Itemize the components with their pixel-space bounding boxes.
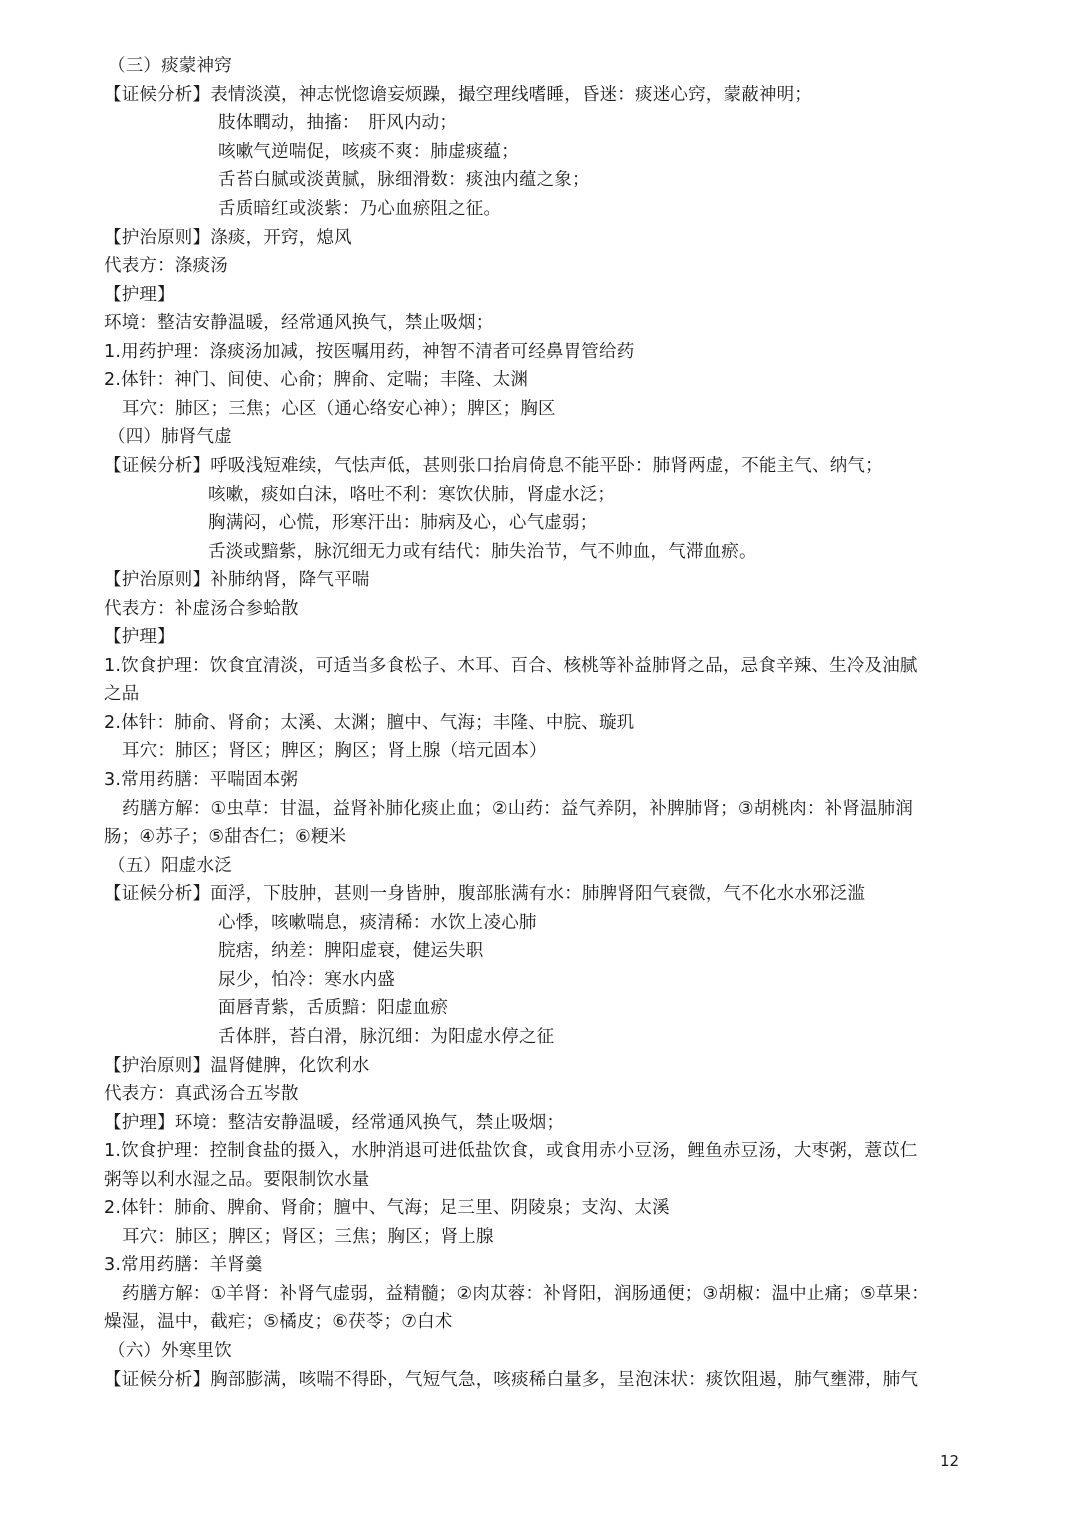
text-line: 3.常用药膳：羊肾羹 (104, 1255, 263, 1275)
text-line: 药膳方解：①虫草：甘温，益肾补肺化痰止血；②山药：益气养阴，补脾肺肾；③胡桃肉：补肾温肺润 (122, 799, 914, 819)
text-line: 环境：整洁安静温暖，经常通风换气，禁止吸烟； (104, 313, 494, 333)
text-line: 【证候分析】面浮，下肢肿，甚则一身皆肿，腹部胀满有水：肺脾肾阳气衰微，气不化水水邪泛滥 (104, 884, 866, 904)
text-line: 【证候分析】呼吸浅短难续，气怯声低，甚则张口抬肩倚息不能平卧：肺肾两虚，不能主气、纳气； (104, 456, 883, 476)
heading-wai-han-li-yin: （六）外寒里饮 (108, 1341, 232, 1361)
text-line: 耳穴：肺区；肾区；脾区；胸区；肾上腺（培元固本） (122, 741, 547, 761)
text-line: 舌体胖，苔白滑，脉沉细：为阳虚水停之征 (218, 1027, 555, 1047)
text-line: 舌苔白腻或淡黄腻，脉细滑数：痰浊内蕴之象； (218, 170, 590, 190)
text-line: 【证候分析】胸部膨满，咳喘不得卧，气短气急，咳痰稀白量多，呈泡沫状：痰饮阻遏，肺气壅滞，肺气 (104, 1370, 919, 1390)
heading-yang-xu-shui-fan: （五）阳虚水泛 (108, 856, 232, 876)
text-line: 【护治原则】温肾健脾，化饮利水 (104, 1056, 370, 1076)
text-line: 肠；④苏子；⑤甜杏仁；⑥粳米 (104, 827, 347, 847)
heading-fei-shen-qi-xu: （四）肺肾气虚 (108, 427, 232, 447)
text-line: 耳穴：肺区；三焦；心区（通心络安心神）；脾区；胸区 (122, 399, 556, 419)
text-line: 1.饮食护理：饮食宜清淡，可适当多食松子、木耳、百合、核桃等补益肺肾之品，忌食辛辣、生冷及油腻 (104, 656, 918, 676)
text-line: 粥等以利水湿之品。要限制饮水量 (104, 1170, 370, 1190)
text-line: 3.常用药膳：平喘固本粥 (104, 770, 299, 790)
text-line: 2.体针：神门、间使、心俞；脾俞、定喘；丰隆、太渊 (104, 370, 529, 390)
text-line: 燥湿，温中，截疟；⑤橘皮；⑥茯苓；⑦白术 (104, 1312, 453, 1332)
text-line: 舌质暗红或淡紫：乃心血瘀阻之征。 (218, 199, 502, 219)
text-line: 代表方：补虚汤合参蛤散 (104, 599, 299, 619)
text-line: 2.体针：肺俞、脾俞、肾俞；膻中、气海；足三里、阴陵泉；支沟、太溪 (104, 1198, 670, 1218)
text-line: 咳嗽气逆喘促，咳痰不爽：肺虚痰蕴； (218, 142, 519, 162)
text-line: 肢体瞤动，抽搐： 肝风内动； (218, 113, 458, 133)
text-line: 之品 (104, 684, 140, 704)
text-line: 舌淡或黯紫，脉沉细无力或有结代：肺失治节，气不帅血，气滞血瘀。 (208, 542, 757, 562)
text-line: 耳穴：肺区；脾区；肾区；三焦；胸区；肾上腺 (122, 1227, 494, 1247)
text-line: 心悸，咳嗽喘息，痰清稀：水饮上凌心肺 (218, 913, 537, 933)
text-line: 【护理】环境：整洁安静温暖，经常通风换气，禁止吸烟； (104, 1113, 565, 1133)
heading-tan-meng-shen-qiao: （三）痰蒙神窍 (108, 56, 232, 76)
text-line: 面唇青紫，舌质黯：阳虚血瘀 (218, 998, 449, 1018)
text-line: 药膳方解：①羊肾：补肾气虚弱，益精髓；②肉苁蓉：补肾阳，润肠通便；③胡椒：温中止痛；⑤草果： (122, 1284, 929, 1304)
text-line: 【证候分析】表情淡漠，神志恍惚谵妄烦躁，撮空理线嗜睡，昏迷：痰迷心窍，蒙蔽神明； (104, 85, 812, 105)
text-line: 1.用药护理：涤痰汤加减，按医嘱用药，神智不清者可经鼻胃管给药 (104, 342, 635, 362)
text-line: 【护理】 (104, 285, 175, 305)
text-line: 咳嗽，痰如白沫，咯吐不利：寒饮伏肺，肾虚水泛； (208, 485, 616, 505)
text-line: 【护理】 (104, 627, 175, 647)
text-line: 1.饮食护理：控制食盐的摄入，水肿消退可进低盐饮食，或食用赤小豆汤，鲤鱼赤豆汤，大枣粥，薏苡仁 (104, 1141, 918, 1161)
text-line: 【护治原则】补肺纳肾，降气平喘 (104, 570, 370, 590)
text-line: 代表方：真武汤合五岑散 (104, 1084, 299, 1104)
text-line: 代表方：涤痰汤 (104, 256, 228, 276)
text-line: 2.体针：肺俞、肾俞；太溪、太渊；膻中、气海；丰隆、中脘、璇玑 (104, 713, 635, 733)
page-number: 12 (940, 1452, 960, 1470)
text-line: 脘痞，纳差：脾阳虚衰，健运失职 (218, 941, 484, 961)
text-line: 【护治原则】涤痰，开窍，熄风 (104, 228, 352, 248)
text-line: 尿少，怕冷：寒水内盛 (218, 970, 395, 990)
text-line: 胸满闷，心慌，形寒汗出：肺病及心，心气虚弱； (208, 513, 598, 533)
